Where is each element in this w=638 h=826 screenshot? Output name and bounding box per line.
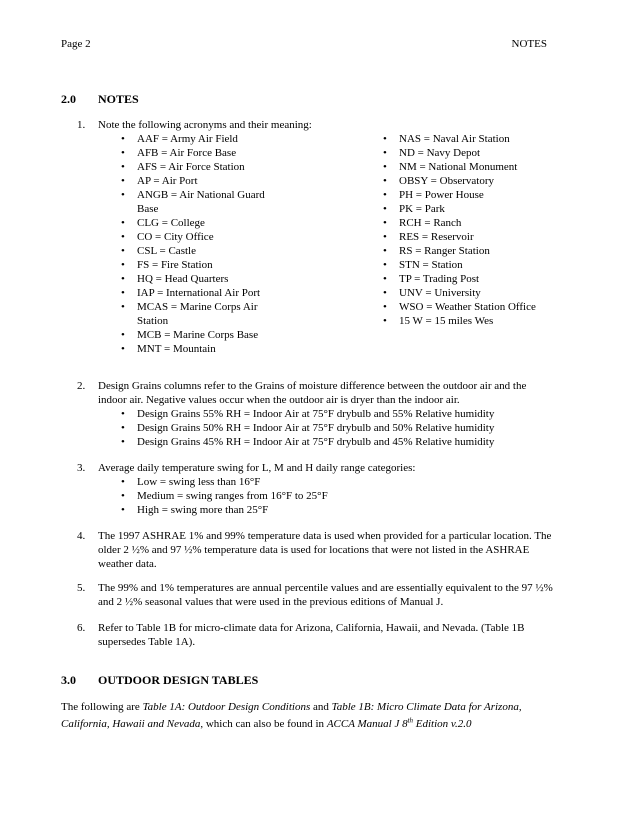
acronym-item: • STN = Station: [379, 258, 559, 272]
design-grains-item: • Design Grains 55% RH = Indoor Air at 75°F drybulb and 55% Relative humidity: [117, 407, 537, 421]
acronym-item: • WSO = Weather Station Office: [379, 300, 559, 314]
acronym-item: • RS = Ranger Station: [379, 244, 559, 258]
acronym-item: • MCAS = Marine Corps Air Station: [117, 300, 277, 328]
note-number: 5.: [77, 582, 86, 594]
manual-title: ACCA Manual J 8: [326, 718, 408, 730]
swing-item: • High = swing more than 25°F: [117, 503, 417, 517]
note-text: Design Grains columns refer to the Grains of moisture difference between the outdoor air and the indoor air. Negative values occur when the outdoor air is dryer than the indoor air.: [98, 380, 527, 406]
acronym-item: • HQ = Head Quarters: [117, 272, 277, 286]
acronym-item: • NAS = Naval Air Station: [379, 132, 559, 146]
table-1b-title: Table 1B: Micro Climate Data for Arizona, California, Hawaii and Nevada: [61, 701, 522, 730]
para-text: The following are: [61, 701, 143, 713]
section-title: OUTDOOR DESIGN TABLES: [98, 673, 259, 687]
acronym-item: • AFS = Air Force Station: [117, 160, 277, 174]
acronym-item: • CO = City Office: [117, 230, 277, 244]
section-number: 2.0: [61, 92, 76, 106]
acronym-item: • CLG = College: [117, 216, 277, 230]
acronym-item: • NM = National Monument: [379, 160, 559, 174]
acronym-item: • ND = Navy Depot: [379, 146, 559, 160]
section-heading-outdoor-design-tables: [61, 673, 258, 688]
swing-item: • Medium = swing ranges from 16°F to 25°F: [117, 489, 417, 503]
note-6: [77, 621, 557, 649]
ordinal-suffix: th: [407, 716, 414, 725]
section-title: NOTES: [98, 92, 139, 106]
acronym-item: • TP = Trading Post: [379, 272, 559, 286]
acronym-item: • RES = Reservoir: [379, 230, 559, 244]
note-1: [77, 118, 547, 132]
acronym-item: • RCH = Ranch: [379, 216, 559, 230]
acronym-item: • AFB = Air Force Base: [117, 146, 277, 160]
section-heading-notes: [61, 92, 139, 107]
acronym-item: • MNT = Mountain: [117, 342, 277, 356]
note-3: [77, 461, 557, 475]
para-text: and: [310, 701, 332, 713]
acronym-item: • MCB = Marine Corps Base: [117, 328, 277, 342]
acronym-item: • CSL = Castle: [117, 244, 277, 258]
acronym-item: • PK = Park: [379, 202, 559, 216]
edition-text: Edition v.2.0: [413, 718, 472, 730]
para-text: , which can also be found in: [200, 718, 327, 730]
acronym-item: • IAP = International Air Port: [117, 286, 277, 300]
acronym-list-right: [379, 132, 559, 328]
acronym-item: • UNV = University: [379, 286, 559, 300]
note-text: The 1997 ASHRAE 1% and 99% temperature data is used when provided for a particular location. The older 2 ½% and 97 ½% temperature data is used for locations that were not listed in the ASHRAE weather data.: [98, 530, 552, 570]
note-number: 4.: [77, 530, 86, 542]
note-4: [77, 529, 557, 571]
note-number: 3.: [77, 462, 86, 474]
acronym-item: • AP = Air Port: [117, 174, 277, 188]
temperature-swing-list: [117, 475, 417, 517]
note-text: Note the following acronyms and their meaning:: [98, 119, 312, 131]
note-text: Average daily temperature swing for L, M and H daily range categories:: [98, 462, 416, 474]
note-number: 2.: [77, 380, 86, 392]
acronym-list-left: [117, 132, 277, 356]
acronym-item: • 15 W = 15 miles Wes: [379, 314, 559, 328]
note-5: [77, 581, 557, 609]
swing-item: • Low = swing less than 16°F: [117, 475, 417, 489]
design-grains-item: • Design Grains 50% RH = Indoor Air at 75°F drybulb and 50% Relative humidity: [117, 421, 537, 435]
design-grains-item: • Design Grains 45% RH = Indoor Air at 75°F drybulb and 45% Relative humidity: [117, 435, 537, 449]
acronym-item: • ANGB = Air National Guard Base: [117, 188, 277, 216]
design-grains-list: [117, 407, 537, 449]
table-1a-title: Table 1A: Outdoor Design Conditions: [142, 701, 311, 713]
running-header: NOTES: [511, 38, 547, 50]
note-text: The 99% and 1% temperatures are annual percentile values and are essentially equivalent to the 97 ½% and 2 ½% seasonal values that were used in the previous editions of Manual J.: [98, 582, 553, 608]
note-number: 6.: [77, 622, 86, 634]
acronym-item: • FS = Fire Station: [117, 258, 277, 272]
page-number: Page 2: [61, 38, 91, 50]
note-text: Refer to Table 1B for micro-climate data for Arizona, California, Hawaii, and Nevada. (Table 1B supersedes Table 1A).: [98, 622, 525, 648]
section-number: 3.0: [61, 673, 76, 687]
acronym-item: • AAF = Army Air Field: [117, 132, 277, 146]
note-2: [77, 379, 557, 407]
section3-paragraph: [61, 699, 561, 733]
note-number: 1.: [77, 119, 86, 131]
acronym-item: • PH = Power House: [379, 188, 559, 202]
acronym-item: • OBSY = Observatory: [379, 174, 559, 188]
